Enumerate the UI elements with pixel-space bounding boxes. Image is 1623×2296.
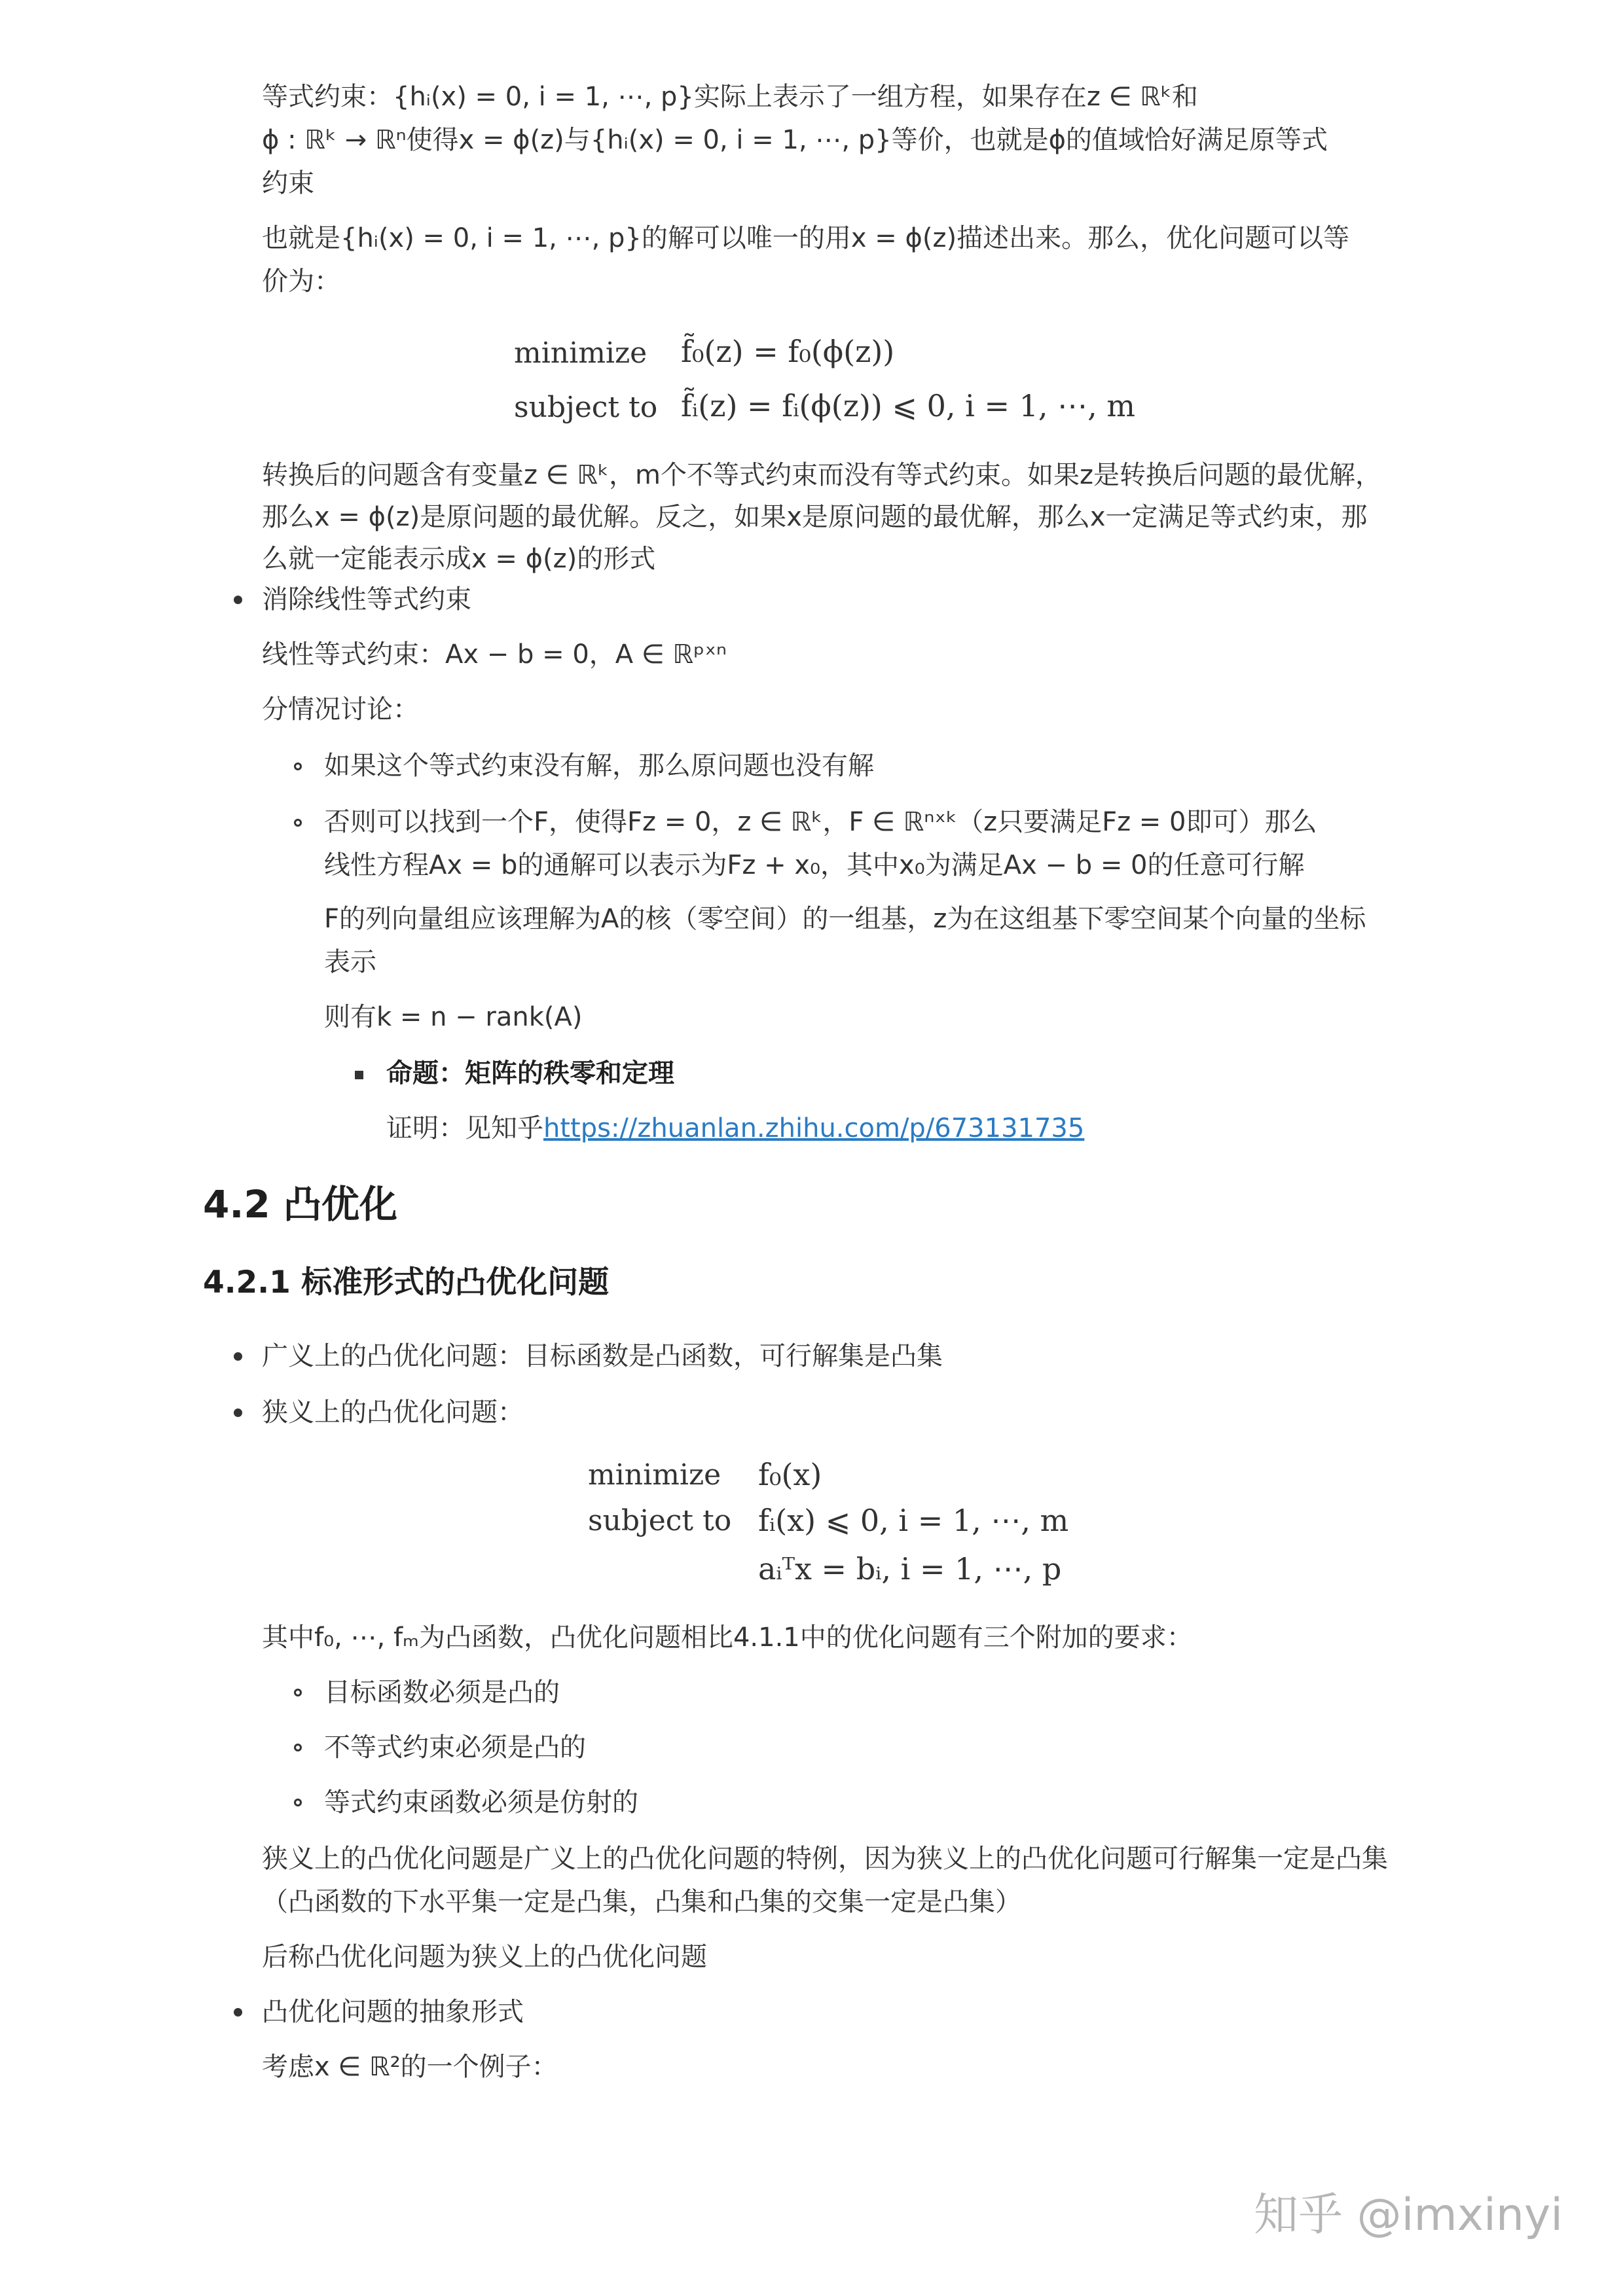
section-heading: 4.2 凸优化: [203, 1182, 397, 1227]
paragraph-line: 等式约束：{hᵢ(x) = 0, i = 1, ⋯, p}实际上表示了一组方程，如果存在z ∈ ℝᵏ和: [262, 82, 1198, 112]
equation-2-inequality-constraint: fᵢ(x) ⩽ 0, i = 1, ⋯, m: [758, 1503, 1069, 1538]
bullet-circle-icon: [294, 819, 302, 827]
paragraph-line: 表示: [324, 947, 376, 977]
paragraph-line: 也就是{hᵢ(x) = 0, i = 1, ⋯, p}的解可以唯一的用x = ϕ(z)描述出来。那么，优化问题可以等: [262, 223, 1350, 253]
bullet-circle-icon: [294, 762, 302, 770]
proposition-title: 命题：矩阵的秩零和定理: [386, 1058, 674, 1088]
proof-prefix: 证明：见知乎: [386, 1113, 543, 1143]
list-item: 凸优化问题的抽象形式: [262, 1997, 524, 2027]
subsection-heading: 4.2.1 标准形式的凸优化问题: [203, 1265, 610, 1300]
paragraph-line: 其中f₀, ⋯, fₘ为凸函数，凸优化问题相比4.1.1中的优化问题有三个附加的要求：: [262, 1623, 1193, 1653]
paragraph-line: F的列向量组应该理解为A的核（零空间）的一组基，z为在这组基下零空间某个向量的坐标: [324, 904, 1366, 934]
equation-2-label-minimize: minimize: [588, 1458, 721, 1492]
list-item-continuation: 线性方程Ax = b的通解可以表示为Fz + x₀，其中x₀为满足Ax − b = 0的任意可行解: [324, 850, 1305, 880]
equation-2-equality-constraint: aᵢᵀx = bᵢ, i = 1, ⋯, p: [758, 1551, 1062, 1587]
list-item: 广义上的凸优化问题：目标函数是凸函数，可行解集是凸集: [262, 1341, 943, 1371]
list-item: 如果这个等式约束没有解，那么原问题也没有解: [324, 751, 874, 781]
equation-1-objective: f̃₀(z) = f₀(ϕ(z)): [681, 334, 895, 369]
paragraph-line: 考虑x ∈ ℝ²的一个例子：: [262, 2052, 558, 2082]
paragraph-line: ϕ : ℝᵏ → ℝⁿ使得x = ϕ(z)与{hᵢ(x) = 0, i = 1, ⋯, p}等价，也就是ϕ的值域恰好满足原等式: [262, 125, 1328, 155]
paragraph-line: 约束: [262, 168, 314, 198]
bullet-disc-icon: [234, 596, 242, 604]
paragraph-line: 线性等式约束：Ax − b = 0，A ∈ ℝᵖˣⁿ: [262, 639, 727, 670]
watermark-text: 知乎 @imxinyi: [1254, 2189, 1563, 2241]
list-item: 狭义上的凸优化问题：: [262, 1397, 524, 1427]
paragraph-line: 则有k = n − rank(A): [324, 1002, 583, 1032]
equation-1-constraint: f̃ᵢ(z) = fᵢ(ϕ(z)) ⩽ 0, i = 1, ⋯, m: [681, 388, 1136, 423]
list-item: 消除线性等式约束: [262, 584, 471, 615]
paragraph-line: 转换后的问题含有变量z ∈ ℝᵏ，m个不等式约束而没有等式约束。如果z是转换后问题的最优解，: [262, 460, 1381, 490]
paragraph-line: 狭义上的凸优化问题是广义上的凸优化问题的特例，因为狭义上的凸优化问题可行解集一定是凸集: [262, 1844, 1388, 1874]
paragraph-line: 后称凸优化问题为狭义上的凸优化问题: [262, 1942, 707, 1972]
proof-line: [386, 1113, 1084, 1144]
bullet-circle-icon: [294, 1799, 302, 1806]
bullet-square-icon: [355, 1071, 363, 1079]
paragraph-line: 分情况讨论：: [262, 694, 419, 725]
paragraph-line: （凸函数的下水平集一定是凸集，凸集和凸集的交集一定是凸集）: [262, 1887, 1021, 1917]
bullet-disc-icon: [234, 1408, 242, 1417]
equation-2-label-subject-to: subject to: [588, 1504, 732, 1537]
list-item: 等式约束函数必须是仿射的: [324, 1787, 638, 1818]
equation-2-objective: f₀(x): [758, 1457, 822, 1492]
paragraph-line: 价为：: [262, 266, 340, 296]
bullet-disc-icon: [234, 1352, 242, 1361]
paragraph-line: 那么x = ϕ(z)是原问题的最优解。反之，如果x是原问题的最优解，那么x一定满足等式约束，那: [262, 502, 1368, 532]
proof-link[interactable]: https://zhuanlan.zhihu.com/p/673131735: [543, 1113, 1085, 1143]
bullet-circle-icon: [294, 1744, 302, 1751]
list-item: 不等式约束必须是凸的: [324, 1732, 586, 1763]
list-item: 目标函数必须是凸的: [324, 1677, 560, 1708]
paragraph-line: 么就一定能表示成x = ϕ(z)的形式: [262, 544, 656, 574]
list-item: 否则可以找到一个F，使得Fz = 0，z ∈ ℝᵏ，F ∈ ℝⁿˣᵏ（z只要满足Fz = 0即可）那么: [324, 807, 1317, 837]
bullet-circle-icon: [294, 1689, 302, 1696]
equation-1-label-subject-to: subject to: [514, 391, 658, 424]
equation-1-label-minimize: minimize: [514, 336, 647, 370]
bullet-disc-icon: [234, 2008, 242, 2017]
